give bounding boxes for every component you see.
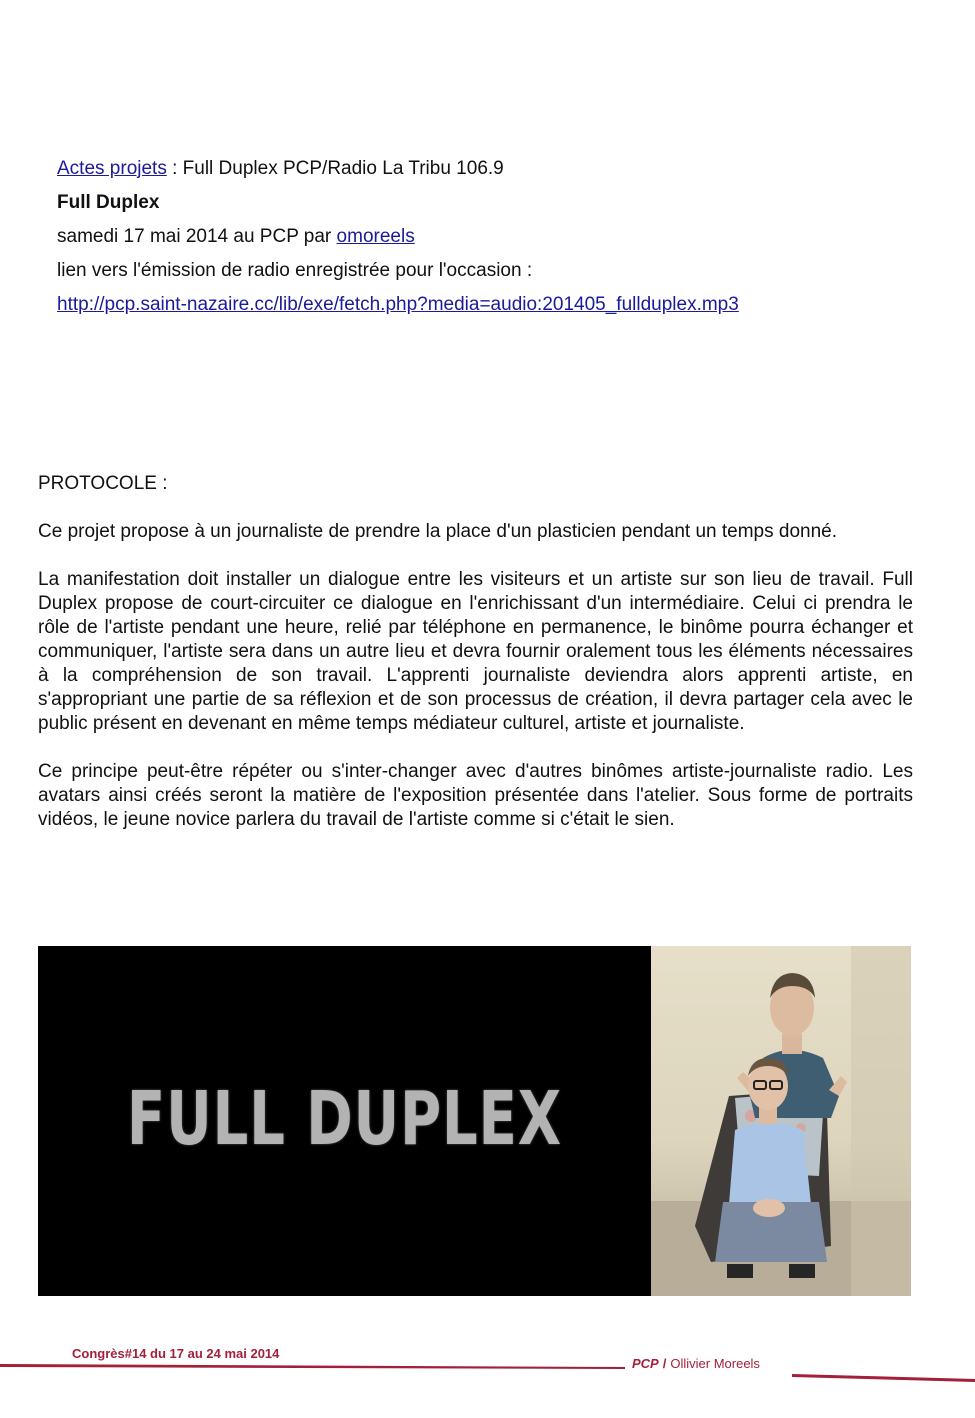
footer-author: Ollivier Moreels [670,1356,760,1371]
footer-rule-left [0,1364,625,1369]
category-line [57,152,937,186]
protocol-heading: PROTOCOLE : [38,473,168,494]
protocol-paragraph-2: La manifestation doit installer un dialogue entre les visiteurs et un artiste sur son lieu de travail. Full Duplex propose de court-circuiter ce dialogue en l'enrichissant d'un intermédiaire. Celui ci prendra le rôle de l'artiste pendant une heure, relié par téléphone en permanence, le binôme pourra échanger et communiquer, l'artiste sera dans un autre lieu et devra fournir oralement tous les éléments nécessaires à la compréhension de son travail. L'apprenti journaliste deviendra alors apprenti artiste, en s'appropriant une partie de sa réflexion et de son processus de création, il devra partager cela avec le public présent en devenant en même temps médiateur culturel, artiste et journaliste. [38,569,913,734]
article-header [57,152,937,322]
protocol-paragraph-3: Ce principe peut-être répéter ou s'inter-changer avec d'autres binômes artiste-journaliste radio. Les avatars ainsi créés seront la matière de l'exposition présentée dans l'atelier. Sous forme de portraits vidéos, le jeune novice parlera du travail de l'artiste comme si c'était le sien. [38,761,913,830]
footer-separator: / [662,1356,667,1371]
shoe [727,1264,753,1278]
recording-line [57,288,937,322]
category-link[interactable]: Actes projets [57,158,167,179]
protocol-paragraph-1: Ce projet propose à un journaliste de prendre la place d'un plasticien pendant un temps donné. [38,521,838,542]
title-card-text: FULL DUPLEX [126,1076,562,1162]
shoe [789,1264,815,1278]
wall-shadow [851,946,911,1296]
footer-rule-right [792,1374,975,1382]
footer-author-block [632,1356,760,1371]
category-rest: : Full Duplex PCP/Radio La Tribu 106.9 [166,158,504,179]
footer-brand: PCP [632,1356,659,1371]
recording-url-link[interactable]: http://pcp.saint-nazaire.cc/lib/exe/fetch.php?media=audio:201405_fullduplex.mp3 [57,294,739,315]
footer-congres-label: Congrès#14 du 17 au 24 mai 2014 [72,1346,280,1361]
seated-man-shirt [729,1123,811,1204]
portrait-photo [651,946,911,1296]
protocol-section [38,472,913,856]
title-card [38,946,651,1296]
byline [57,220,937,254]
project-image [38,946,911,1296]
standing-man-neck [782,1034,802,1054]
author-link[interactable]: omoreels [336,226,415,247]
link-intro: lien vers l'émission de radio enregistrée pour l'occasion : [57,260,533,281]
seated-man-hands [753,1199,785,1217]
byline-prefix: samedi 17 mai 2014 au PCP par [57,226,337,247]
portrait-illustration [651,946,911,1296]
footer-rule [0,1360,975,1384]
article-title: Full Duplex [57,192,160,213]
